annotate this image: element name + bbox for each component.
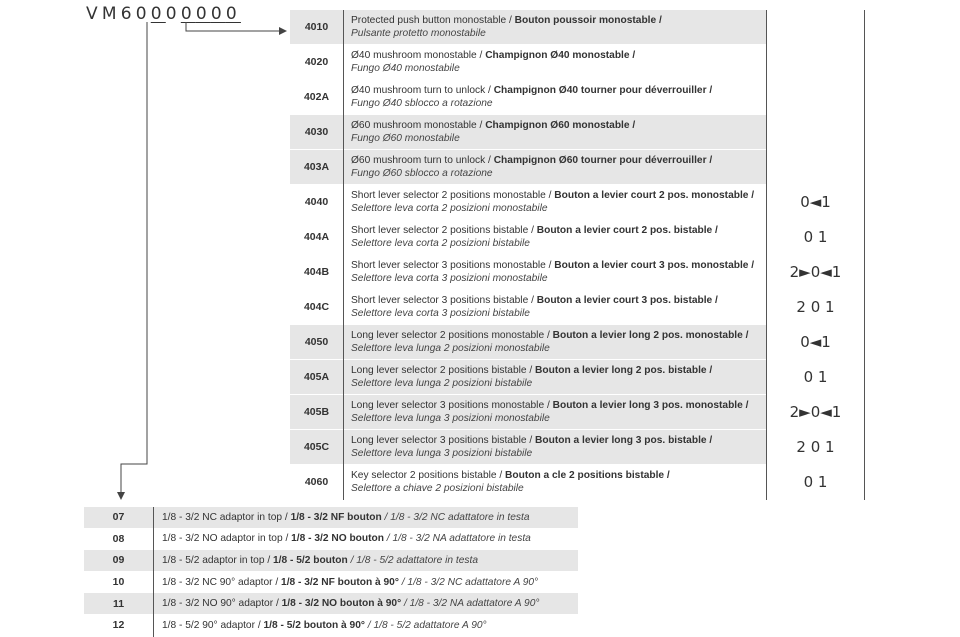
row-code: 404C — [290, 290, 344, 325]
row-code: 405C — [290, 430, 344, 465]
table-row — [290, 395, 865, 430]
row-code: 404B — [290, 255, 344, 290]
row-description — [154, 593, 579, 615]
desc-english: Long lever selector 2 positions monostable / — [351, 330, 553, 341]
desc-french: 1/8 - 3/2 NO bouton à 90° — [281, 598, 402, 610]
table-row — [84, 507, 578, 528]
row-code: 09 — [84, 550, 154, 572]
desc-italian: / 1/8 - 3/2 NC adattatore in testa — [381, 511, 530, 523]
row-code: 4050 — [290, 325, 344, 360]
desc-italian: Selettore leva lunga 3 posizioni monostabile — [351, 413, 550, 424]
desc-english: Key selector 2 positions bistable / — [351, 470, 506, 481]
position-symbol — [767, 150, 865, 185]
desc-english: 1/8 - 3/2 NO adaptor in top / — [162, 533, 292, 545]
desc-french: Champignon Ø60 monostable / — [485, 120, 636, 131]
desc-italian: Fungo Ø60 sblocco a rotazione — [351, 168, 493, 179]
row-description — [154, 507, 579, 528]
row-description — [344, 465, 767, 500]
table-row — [290, 150, 865, 185]
code-digit: 0 — [165, 4, 181, 24]
desc-french: Bouton a levier court 3 pos. bistable / — [536, 295, 718, 306]
position-symbol: 0◄1 — [767, 325, 865, 360]
row-description — [154, 571, 579, 593]
row-code: 404A — [290, 220, 344, 255]
row-description — [344, 395, 767, 430]
row-description — [344, 430, 767, 465]
row-code: 4020 — [290, 45, 344, 80]
table-row — [290, 220, 865, 255]
desc-english: 1/8 - 5/2 90° adaptor / — [162, 619, 264, 631]
position-symbol — [767, 80, 865, 115]
desc-italian: / 1/8 - 3/2 NC adattatore A 90° — [398, 576, 539, 588]
desc-french: Bouton a levier long 2 pos. bistable / — [535, 365, 713, 376]
desc-italian: Selettore leva lunga 2 posizioni bistabile — [351, 378, 533, 389]
table-row — [84, 528, 578, 550]
desc-italian: Selettore leva corta 3 posizioni monostabile — [351, 273, 548, 284]
desc-french: Bouton a levier court 2 pos. bistable / — [536, 225, 718, 236]
desc-italian: / 1/8 - 3/2 NA adattatore A 90° — [401, 598, 540, 610]
arrow-right-icon — [279, 27, 287, 35]
row-code: 4040 — [290, 185, 344, 220]
desc-italian: / 1/8 - 3/2 NA adattatore in testa — [383, 533, 531, 545]
desc-italian: / 1/8 - 5/2 adattatore A 90° — [364, 619, 487, 631]
row-code: 12 — [84, 614, 154, 636]
table-row — [290, 115, 865, 150]
code-digit: 0 — [195, 4, 211, 24]
desc-french: Champignon Ø60 tourner pour déverrouiller / — [493, 155, 713, 166]
code-digit: 0 — [150, 4, 166, 24]
position-symbol: 0 1 — [767, 360, 865, 395]
desc-french: 1/8 - 5/2 bouton à 90° — [263, 619, 365, 631]
code-digit: 0 — [135, 4, 151, 24]
row-description — [154, 614, 579, 636]
row-description — [154, 528, 579, 550]
row-description — [344, 360, 767, 395]
desc-italian: Pulsante protetto monostabile — [351, 28, 486, 39]
row-code: 402A — [290, 80, 344, 115]
desc-english: Ø60 mushroom turn to unlock / — [351, 155, 494, 166]
desc-french: Bouton a levier long 3 pos. bistable / — [535, 435, 713, 446]
desc-french: 1/8 - 3/2 NF bouton à 90° — [281, 576, 399, 588]
position-symbol — [767, 115, 865, 150]
row-description — [344, 115, 767, 150]
desc-english: Long lever selector 3 positions bistable / — [351, 435, 536, 446]
desc-english: 1/8 - 5/2 adaptor in top / — [162, 554, 274, 566]
code-digit: 0 — [180, 4, 196, 24]
desc-french: 1/8 - 3/2 NO bouton — [291, 533, 384, 545]
table-row — [290, 325, 865, 360]
desc-english: 1/8 - 3/2 NC adaptor in top / — [162, 511, 291, 523]
desc-english: Short lever selector 3 positions bistable / — [351, 295, 537, 306]
row-code: 4030 — [290, 115, 344, 150]
position-symbol: 0 1 — [767, 465, 865, 500]
row-description — [344, 255, 767, 290]
row-description — [344, 185, 767, 220]
row-description — [344, 150, 767, 185]
position-symbol: 2►0◄1 — [767, 395, 865, 430]
table-row — [290, 45, 865, 80]
desc-english: Short lever selector 2 positions monostable / — [351, 190, 555, 201]
actuator-table — [290, 10, 865, 500]
table-row — [290, 430, 865, 465]
adaptor-table — [84, 507, 578, 637]
desc-english: Protected push button monostable / — [351, 15, 515, 26]
desc-italian: Selettore leva lunga 2 posizioni monostabile — [351, 343, 550, 354]
desc-english: Short lever selector 3 positions monostable / — [351, 260, 555, 271]
desc-english: Ø40 mushroom turn to unlock / — [351, 85, 494, 96]
row-code: 07 — [84, 507, 154, 528]
position-symbol: 0 1 — [767, 220, 865, 255]
table-row — [84, 571, 578, 593]
desc-italian: Fungo Ø40 monostabile — [351, 63, 460, 74]
desc-english: 1/8 - 3/2 NO 90° adaptor / — [162, 598, 282, 610]
table-row — [290, 465, 865, 500]
desc-italian: Fungo Ø60 monostabile — [351, 133, 460, 144]
table-row — [290, 10, 865, 45]
row-description — [344, 290, 767, 325]
desc-english: Long lever selector 2 positions bistable / — [351, 365, 536, 376]
desc-english: Ø40 mushroom monostable / — [351, 50, 486, 61]
desc-french: Champignon Ø40 tourner pour déverrouiller / — [493, 85, 713, 96]
row-description — [344, 10, 767, 45]
position-symbol: 0◄1 — [767, 185, 865, 220]
row-description — [344, 325, 767, 360]
desc-italian: Selettore leva lunga 3 posizioni bistabile — [351, 448, 533, 459]
table-row — [84, 593, 578, 615]
desc-italian: Fungo Ø40 sblocco a rotazione — [351, 98, 493, 109]
row-code: 4010 — [290, 10, 344, 45]
arrow-down-icon — [117, 492, 125, 500]
desc-french: Bouton a levier court 3 pos. monostable / — [554, 260, 755, 271]
product-code — [86, 4, 241, 24]
row-description — [344, 80, 767, 115]
table-row — [290, 360, 865, 395]
table-row — [84, 614, 578, 636]
desc-french: 1/8 - 3/2 NF bouton — [290, 511, 382, 523]
position-symbol: 2 0 1 — [767, 290, 865, 325]
desc-italian: Selettore leva corta 2 posizioni monostabile — [351, 203, 548, 214]
desc-italian: / 1/8 - 5/2 adattatore in testa — [347, 554, 478, 566]
position-symbol — [767, 10, 865, 45]
row-code: 403A — [290, 150, 344, 185]
row-code: 4060 — [290, 465, 344, 500]
desc-french: Bouton a levier long 3 pos. monostable / — [552, 400, 749, 411]
row-code: 405B — [290, 395, 344, 430]
code-prefix: VM6 — [86, 4, 136, 24]
row-description — [344, 220, 767, 255]
code-digit: 0 — [225, 4, 241, 24]
desc-french: Bouton poussoir monostable / — [514, 15, 662, 26]
row-code: 08 — [84, 528, 154, 550]
desc-english: Short lever selector 2 positions bistable / — [351, 225, 537, 236]
desc-italian: Selettore leva corta 2 posizioni bistabile — [351, 238, 530, 249]
position-symbol — [767, 45, 865, 80]
row-description — [154, 550, 579, 572]
row-code: 10 — [84, 571, 154, 593]
desc-italian: Selettore a chiave 2 posizioni bistabile — [351, 483, 524, 494]
table-row — [84, 550, 578, 572]
desc-english: Ø60 mushroom monostable / — [351, 120, 486, 131]
row-code: 405A — [290, 360, 344, 395]
desc-french: Champignon Ø40 monostable / — [485, 50, 636, 61]
connector-to-adaptor-table — [121, 22, 147, 492]
table-row — [290, 185, 865, 220]
row-description — [344, 45, 767, 80]
desc-italian: Selettore leva corta 3 posizioni bistabile — [351, 308, 530, 319]
position-symbol: 2►0◄1 — [767, 255, 865, 290]
row-code: 11 — [84, 593, 154, 615]
desc-french: Bouton a cle 2 positions bistable / — [505, 470, 670, 481]
code-digit: 0 — [210, 4, 226, 24]
position-symbol: 2 0 1 — [767, 430, 865, 465]
table-row — [290, 80, 865, 115]
desc-french: Bouton a levier court 2 pos. monostable / — [554, 190, 755, 201]
desc-english: 1/8 - 3/2 NC 90° adaptor / — [162, 576, 282, 588]
desc-french: 1/8 - 5/2 bouton — [273, 554, 348, 566]
desc-english: Long lever selector 3 positions monostable / — [351, 400, 553, 411]
desc-french: Bouton a levier long 2 pos. monostable / — [552, 330, 749, 341]
table-row — [290, 255, 865, 290]
table-row — [290, 290, 865, 325]
